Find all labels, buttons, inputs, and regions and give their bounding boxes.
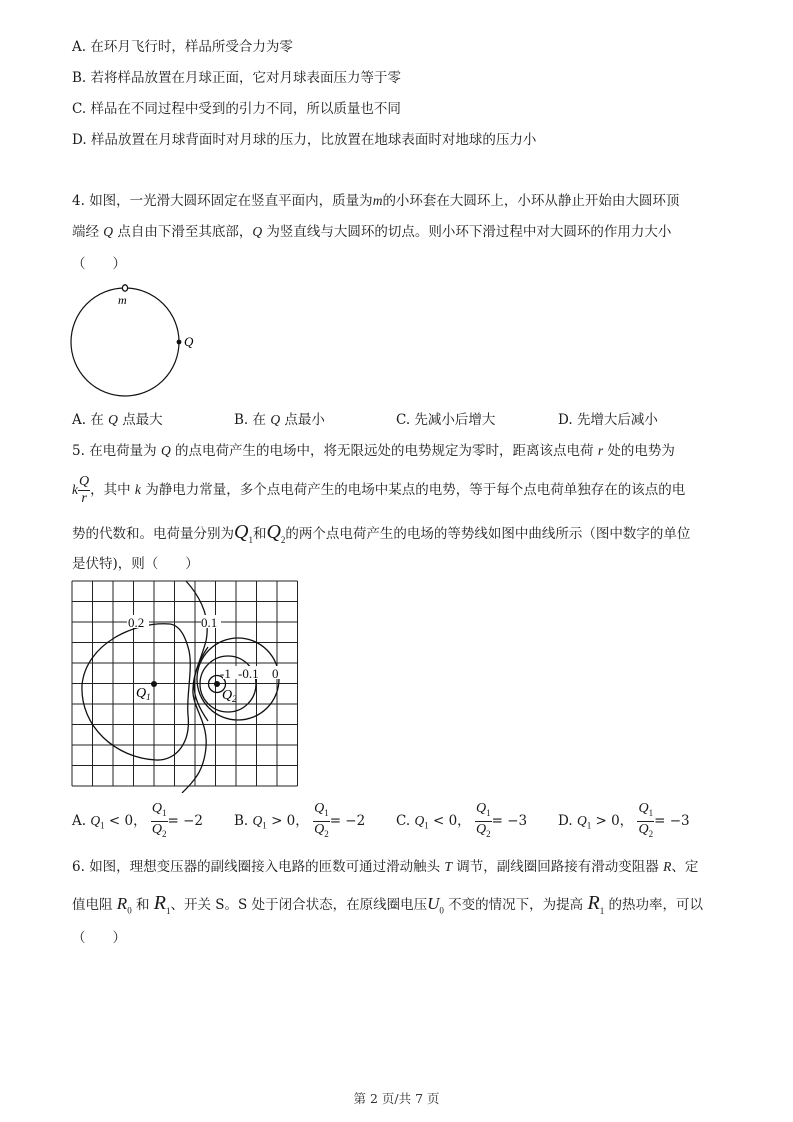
option-text: 点最大 — [122, 412, 163, 428]
var-q: Q — [103, 224, 114, 239]
stem-text: 、定 — [671, 859, 699, 875]
var-t: T — [444, 859, 452, 874]
var-m: m — [372, 193, 383, 208]
q5-stem-line1 — [72, 441, 675, 461]
option-text: 样品在不同过程中受到的引力不同，所以质量也不同 — [90, 101, 401, 117]
option-label: D. — [558, 813, 573, 829]
q3-option-d — [72, 130, 536, 150]
q4-option-a — [72, 410, 163, 430]
q5-stem-line4: 是伏特)，则（ ） — [72, 556, 199, 572]
option-text: 先减小后增大 — [414, 412, 496, 428]
q3-option-a — [72, 37, 293, 57]
r0-symbol: $R_0$ — [116, 894, 132, 916]
stem-text: 在电荷量为 — [89, 443, 157, 459]
q1-letter: Q — [252, 813, 263, 828]
q1-symbol — [414, 813, 429, 831]
option-label: C. — [396, 412, 411, 428]
ratio-fraction — [475, 801, 492, 842]
q1-symbol — [234, 521, 253, 543]
q5-option-d — [558, 800, 690, 847]
var-r: R — [663, 859, 672, 874]
fraction-denominator: r — [81, 491, 87, 506]
option-text: 样品放置在月球背面时对月球的压力，比放置在地球表面时对地球的压力小 — [90, 132, 537, 148]
option-ratio: = −2 — [329, 813, 366, 829]
option-label: B. — [234, 813, 249, 829]
q1-symbol — [252, 813, 267, 831]
ratio-fraction — [637, 801, 654, 842]
q3-option-c — [72, 99, 401, 119]
option-label: C. — [396, 813, 411, 829]
q2-letter: Q — [266, 521, 281, 543]
option-ratio: = −2 — [167, 813, 204, 829]
option-label: D. — [72, 132, 87, 148]
option-condition: < 0， — [108, 813, 147, 829]
formula-fraction — [78, 474, 90, 507]
var-k: k — [134, 482, 141, 497]
q5-option-b — [234, 800, 365, 847]
option-text: 在 — [90, 412, 104, 428]
stem-text: 值电阻 — [72, 897, 113, 913]
q6-stem-line2 — [72, 888, 703, 926]
stem-text: 调节，副线圈回路接有滑动变阻器 — [456, 859, 659, 875]
q2-symbol — [266, 521, 285, 543]
r1-symbol: $R_1$ — [153, 892, 171, 916]
option-label: B. — [234, 412, 249, 428]
label-neg-1: -1 — [220, 666, 231, 681]
small-ring — [122, 285, 127, 291]
var-q: Q — [160, 443, 171, 458]
q4-stem-line1 — [72, 191, 679, 211]
stem-text: 为竖直线与大圆环的切点。则小环下滑过程中对大圆环的作用力大小 — [266, 224, 672, 240]
fraction-denominator: $Q_2$ — [151, 822, 167, 839]
option-label: C. — [72, 101, 87, 117]
option-label: A. — [72, 412, 87, 428]
var-r: r — [597, 443, 604, 458]
q3-option-b — [72, 68, 401, 88]
stem-text: 的两个点电荷产生的电场的等势线如图中曲线所示（图中数字的单位 — [285, 526, 691, 542]
q1-subscript: 1 — [100, 820, 105, 831]
charges — [136, 681, 237, 704]
q4-answer-blank: （ ） — [72, 256, 126, 272]
option-text: 点最小 — [284, 412, 325, 428]
grid-lines — [72, 581, 298, 786]
option-text: 若将样品放置在月球正面，它对月球表面压力等于零 — [90, 70, 402, 86]
q1-letter: Q — [234, 521, 249, 543]
ratio-fraction — [313, 801, 330, 842]
fraction-numerator: Q — [79, 474, 90, 489]
fraction-denominator: $Q_2$ — [638, 822, 654, 839]
q1-subscript: 1 — [248, 535, 253, 545]
q5-option-a — [72, 800, 203, 847]
point-label-q: Q — [184, 334, 194, 349]
option-label: B. — [72, 70, 87, 86]
option-ratio: = −3 — [654, 813, 690, 829]
stem-text: 不变的情况下，为提高 — [448, 897, 584, 913]
q1-letter: Q — [414, 813, 425, 828]
fraction-numerator: $Q_1$ — [637, 801, 654, 822]
option-text: 在 — [252, 412, 267, 428]
stem-text: 处的电势为 — [607, 443, 675, 459]
option-text: 先增大后减小 — [576, 412, 658, 428]
q1-letter: Q — [576, 813, 587, 828]
var-q: Q — [252, 224, 263, 239]
q1-subscript: 1 — [262, 820, 267, 831]
fraction-denominator: $Q_2$ — [314, 822, 329, 839]
option-condition: > 0， — [595, 813, 634, 829]
charge-q2 — [214, 681, 220, 687]
stem-text: 和 — [252, 526, 267, 542]
q1-subscript: 1 — [424, 820, 429, 831]
option-condition: > 0， — [271, 813, 309, 829]
r1-symbol: $R_1$ — [587, 892, 605, 916]
stem-text: 的点电荷产生的电场中，将无限远处的电势规定为零时，距离该点电荷 — [175, 443, 594, 459]
page-footer: 第 2 页/共 7 页 — [353, 1091, 440, 1106]
ring-label-m: m — [118, 293, 127, 307]
equipotential-curves — [82, 581, 279, 793]
stem-text: 的热功率，可以 — [608, 897, 703, 913]
option-label: D. — [558, 412, 573, 428]
charge-q2-label: $Q_2$ — [222, 688, 237, 704]
q1-letter: Q — [90, 813, 101, 828]
var-q: Q — [270, 412, 281, 427]
q1-symbol — [576, 813, 592, 831]
label-0.1: 0.1 — [201, 615, 218, 630]
stem-text: ，其中 — [90, 482, 131, 498]
option-label: A. — [72, 39, 87, 55]
q5-equipotential-figure — [66, 575, 306, 793]
stem-text: 点自由下滑至其底部， — [117, 224, 253, 240]
option-ratio: = −3 — [491, 813, 528, 829]
q6-stem-line1 — [72, 857, 698, 877]
point-q — [177, 340, 182, 345]
q4-option-c — [396, 410, 495, 430]
stem-text: 的小环套在大圆环上，小环从静止开始由大圆环顶 — [382, 193, 680, 209]
option-label: A. — [72, 813, 87, 829]
q4-ring-figure — [66, 282, 206, 400]
fraction-numerator: $Q_1$ — [313, 801, 330, 822]
ratio-fraction — [151, 801, 168, 842]
q6-answer-blank: （ ） — [72, 930, 126, 946]
stem-text: 端经 — [72, 224, 99, 240]
label-0: 0 — [272, 666, 279, 681]
q2-subscript: 2 — [280, 535, 286, 545]
fraction-numerator: $Q_1$ — [475, 801, 492, 822]
q4-stem-line2 — [72, 222, 671, 242]
q4-option-d — [558, 410, 658, 430]
q1-symbol — [90, 813, 105, 831]
option-text: 在环月飞行时，样品所受合力为零 — [90, 39, 293, 55]
charge-q1-label: $Q_1$ — [136, 686, 151, 702]
q5-option-c — [396, 800, 527, 847]
stem-text: 和 — [135, 897, 150, 913]
stem-text: 为静电力常量，多个点电荷产生的电场中某点的电势，等于每个点电荷单独存在的该点的电 — [145, 482, 686, 498]
stem-text: 、开关 S。S 处于闭合状态，在原线圈电压 — [170, 897, 428, 913]
charge-q1 — [151, 681, 157, 687]
label-neg-0.1: -0.1 — [238, 666, 259, 681]
var-q: Q — [108, 412, 118, 427]
fraction-denominator: $Q_2$ — [475, 822, 491, 839]
q1-subscript: 1 — [586, 820, 592, 831]
label-0.2: 0.2 — [128, 615, 145, 630]
question-number: 6. — [72, 859, 85, 875]
formula-k: k — [72, 482, 78, 497]
u0-symbol: $U_0$ — [427, 894, 444, 916]
stem-text: 如图，一光滑大圆环固定在竖直平面内，质量为 — [89, 193, 373, 209]
question-number: 5. — [72, 443, 85, 459]
q4-option-b — [234, 410, 325, 430]
fraction-numerator: $Q_1$ — [151, 801, 168, 822]
stem-text: 势的代数和。电荷量分别为 — [72, 526, 234, 542]
stem-text: 如图，理想变压器的副线圈接入电路的匝数可通过滑动触头 — [89, 859, 441, 875]
q5-stem-line2 — [72, 472, 685, 508]
question-number: 4. — [72, 193, 85, 209]
q5-stem-line3 — [72, 519, 690, 553]
option-condition: < 0， — [432, 813, 471, 829]
